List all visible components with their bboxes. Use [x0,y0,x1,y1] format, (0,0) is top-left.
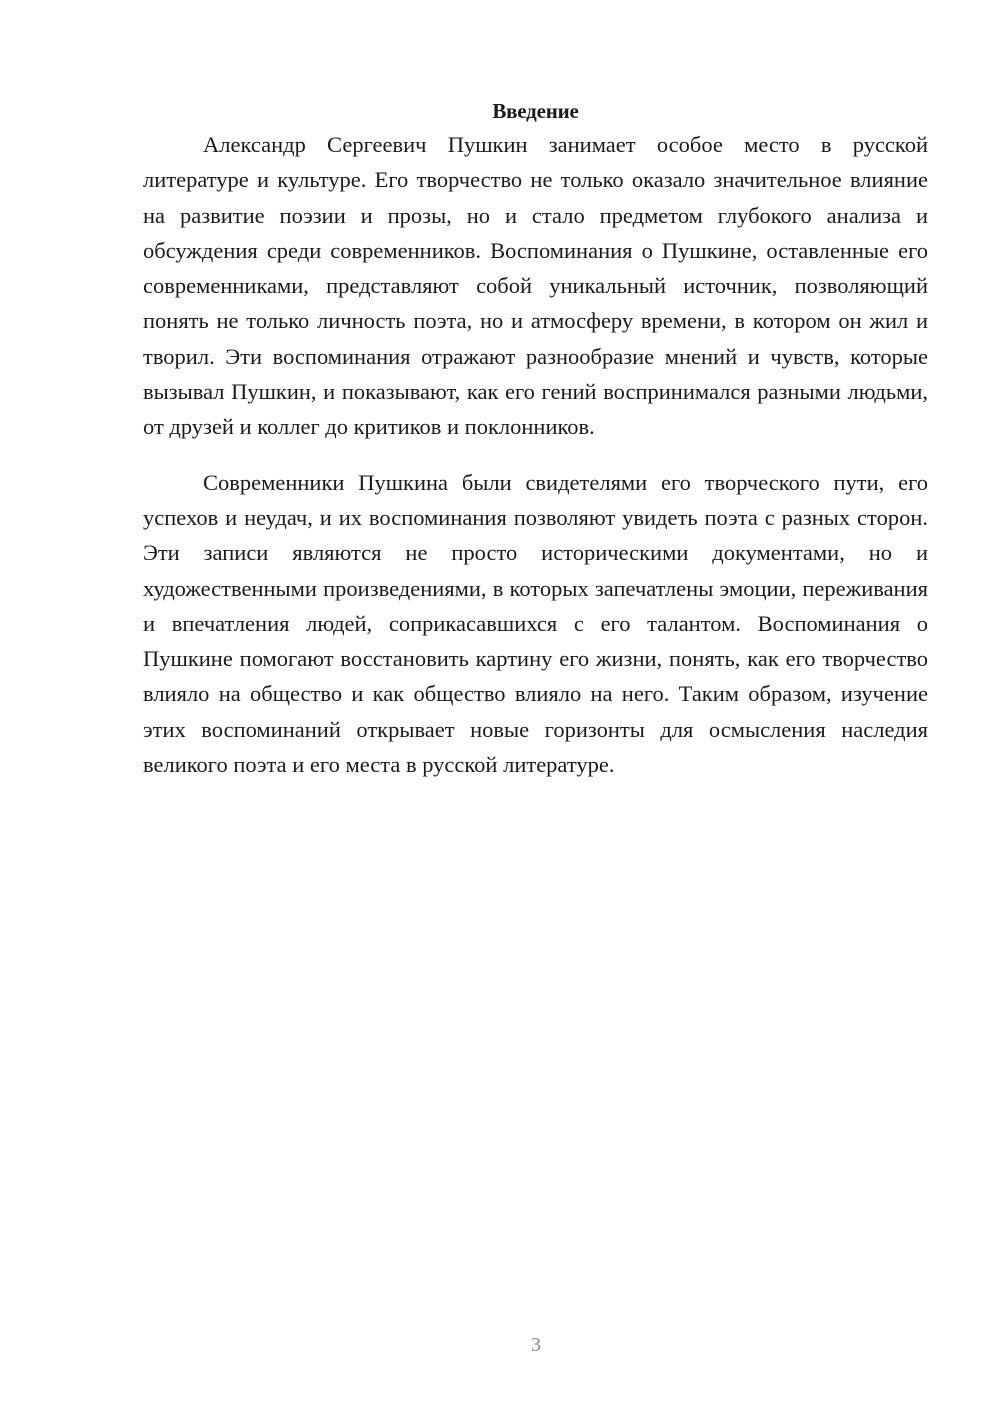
section-title: Введение [492,99,579,123]
page-number: 3 [531,1334,541,1356]
page-content [143,95,928,782]
paragraph-1: Александр Сергеевич Пушкин занимает особое место в русской литературе и культуре. Его творчество не только оказало значительное влияние на развитие поэзии и прозы, но и стало предметом глубокого анализа и обсуждения среди современников. Воспоминания о Пушкине, оставленные его современниками, представляют собой уникальный источник, позволяющий понять не только личность поэта, но и атмосферу времени, в котором он жил и творил. Эти воспоминания отражают разнообразие мнений и чувств, которые вызывал Пушкин, и показывают, как его гений воспринимался разными людьми, от друзей и коллег до критиков и поклонников. [143,132,928,440]
paragraph-2: Современники Пушкина были свидетелями его творческого пути, его успехов и неудач, и их воспоминания позволяют увидеть поэта с разных сторон. Эти записи являются не просто историческими документами, но и художественными произведениями, в которых запечатлены эмоции, переживания и впечатления людей, соприкасавшихся с его талантом. Воспоминания о Пушкине помогают восстановить картину его жизни, понять, как его творчество влияло на общество и как общество влияло на него. Таким образом, изучение этих воспоминаний открывает новые горизонты для осмысления наследия великого поэта и его места в русской литературе. [143,469,928,778]
